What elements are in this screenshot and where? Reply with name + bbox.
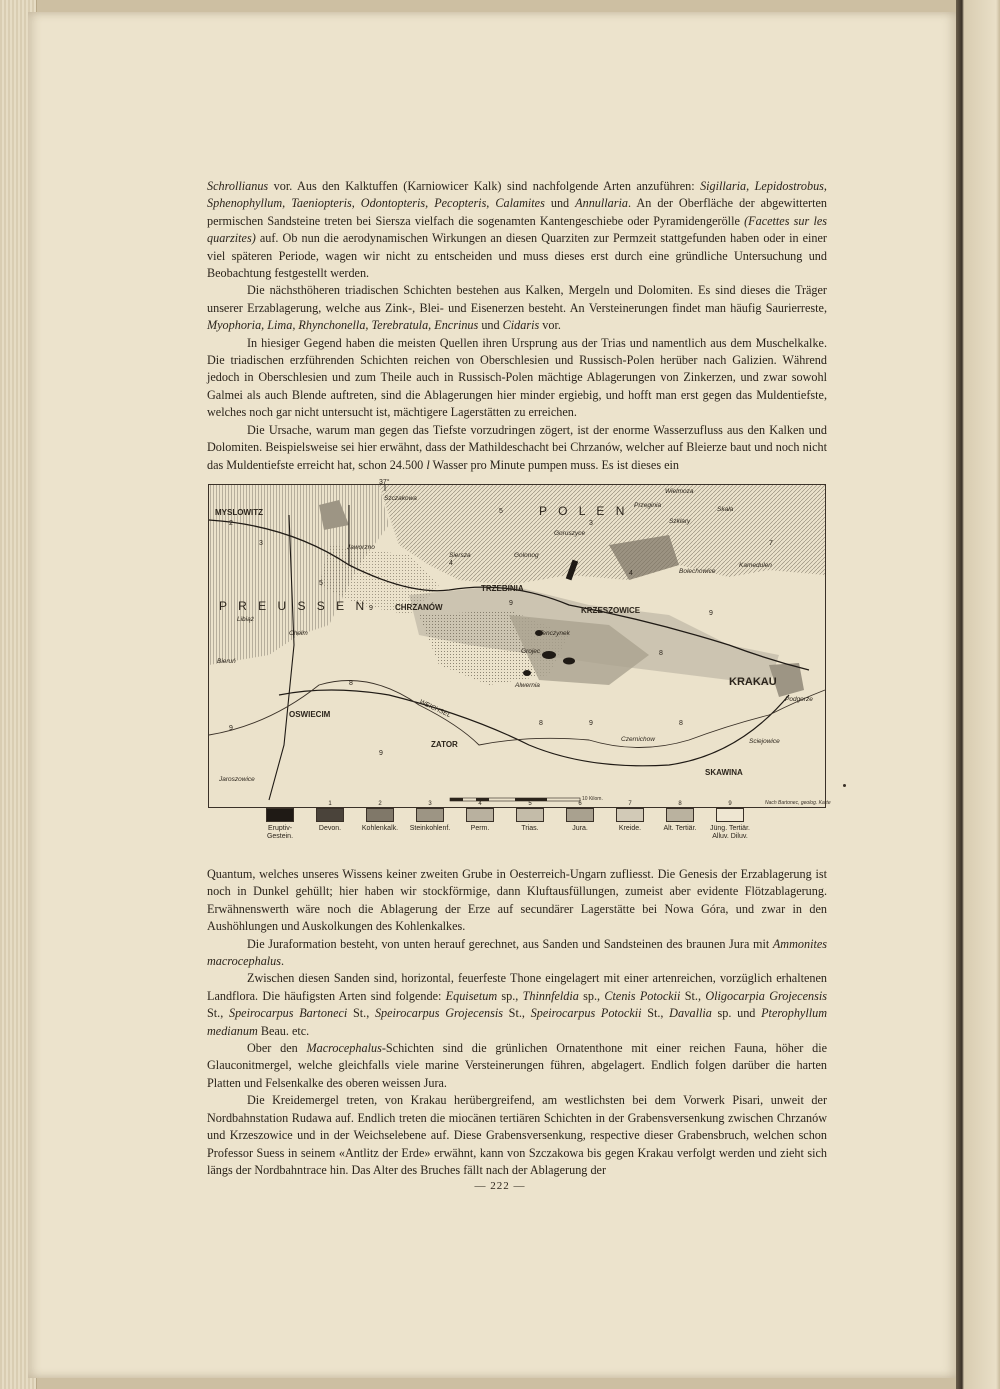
legend-item [305, 801, 355, 833]
paragraph: Quantum, welches unseres Wissens keiner zweiten Grube in Oesterreich-Ungarn zufliesst. Die Genesis der Erzablagerung ist noch in Dunkel gehüllt; hier haben wir stockförmige, dann Kluftausfüllungen, zumeist aber evidente Flötzablagerung. Erwähnenswerth wäre noch die Ablagerung der Erze auf secundärer Lagerstätte bei Nowa Góra, und zwar in den Aushöhlungen und Auskolkungen des Kohlenkalkes. [207, 867, 827, 934]
geological-map [208, 479, 826, 808]
map-village: Goruszyce [554, 530, 586, 537]
map-village: Golonog [514, 552, 539, 559]
legend-swatch [416, 808, 444, 822]
legend-item [405, 801, 455, 833]
map-village: Libiąż [237, 616, 254, 623]
svg-text:9: 9 [369, 605, 373, 612]
legend-number: 8 [678, 801, 682, 807]
paragraph: Zwischen diesen Sanden sind, horizontal, feuerfeste Thone eingelagert mit einer artenreichen, vorzüglich erhaltenen Landflora. Die häufigsten Arten sind folgende: Equisetum sp., Thinnfeldia sp., Ctenis Potockii St., Oligocarpia Grojecensis St., Speirocarpus Bartoneci St., Speirocarpus Grojecensis St., Speirocarpus Potockii St., Davallia sp. und Pterophyllum medianum Beau. etc. [207, 971, 827, 1038]
legend-item [455, 801, 505, 833]
svg-text:7: 7 [769, 540, 773, 547]
legend-label: Kreide. [618, 825, 642, 832]
legend-label: Steinkohlenf. [409, 825, 451, 832]
svg-text:2: 2 [229, 520, 233, 527]
legend-item [705, 801, 755, 841]
svg-text:9: 9 [589, 720, 593, 727]
legend-label: Devon. [318, 825, 342, 832]
legend-item [355, 801, 405, 833]
legend-number: 6 [578, 801, 582, 807]
legend-number: 9 [728, 801, 732, 807]
legend-swatch [566, 808, 594, 822]
map-village: Kamedulen [739, 562, 772, 569]
legend-number: 2 [378, 801, 382, 807]
legend-label: Alt. Tertiär. [663, 825, 697, 832]
paragraph: Die Ursache, warum man gegen das Tiefste vorzudringen zögert, ist der enorme Wasserzufluss aus den Kalken und Dolomiten. Beispielsweise sei hier erwähnt, dass der Mathildeschacht bei Chrzanów, welcher auf Bleierze baut und noch nicht das Muldentiefste erreicht hat, schon 24.500 l Wasser pro Minute pumpen muss. Es ist dieses ein [207, 422, 827, 472]
svg-text:9: 9 [509, 600, 513, 607]
legend-swatch [366, 808, 394, 822]
map-scale-label: 10 Kilom. [582, 796, 603, 802]
map-village: Podgorze [785, 696, 813, 703]
svg-text:8: 8 [539, 720, 543, 727]
text-block-top [207, 178, 827, 474]
legend-number: 4 [478, 801, 482, 807]
legend-number: 1 [328, 801, 332, 807]
paragraph: Ober den Macrocephalus-Schichten sind die grünlichen Ornatenthone mit einer reichen Fauna, höher die Glauconitmergel, welche gleichfalls viele marine Versteinerungen führen, abgelagert. Endlich folgen darüber die harten Platten und Felsenkalke des oberen weissen Jura. [207, 1041, 827, 1090]
legend-swatch [616, 808, 644, 822]
legend-label: Kohlenkalk. [361, 825, 399, 832]
legend-number: 5 [528, 801, 532, 807]
map-village: Szczakowa [384, 495, 417, 502]
legend-number: 3 [428, 801, 432, 807]
map-city-chrzanow: CHRZANÓW [395, 603, 443, 612]
map-river-weichsel: WEICHSEL [418, 698, 452, 720]
legend-swatch [716, 808, 744, 822]
map-village: Jaroszowice [219, 776, 255, 783]
paragraph: In hiesiger Gegend haben die meisten Quellen ihren Ursprung aus der Trias und namentlich aus dem Muschelkalke. Die triadischen erzführenden Schichten reichen von Oberschlesien und Russisch-Polen herüber nach Galizien. Während jedoch in Oberschlesien und zum Theile auch in Russisch-Polen mächtige Ablagerungen von Zinkerzen, und zwar sowohl Galmei als auch Blende auftreten, sind die Ablagerungen hier minder ergiebig, und hofft man erst gegen das Muldentiefste, welches noch gar nicht untersucht ist, mächtigere Lagerstätten zu erreichen. [207, 335, 827, 420]
map-village: Jaworzno [347, 544, 375, 551]
legend-label: Perm. [470, 825, 490, 832]
map-legend [255, 798, 815, 848]
legend-label: Trias. [521, 825, 539, 832]
svg-text:8: 8 [349, 680, 353, 687]
svg-text:9: 9 [709, 610, 713, 617]
map-village: Bieruń [217, 658, 236, 665]
map-city-skawina: SKAWINA [705, 768, 743, 777]
map-village: Szklary [669, 518, 691, 525]
text-block-bottom [207, 866, 827, 1179]
svg-text:9: 9 [229, 725, 233, 732]
legend-swatch [266, 808, 294, 822]
map-village: Chełm [289, 630, 308, 637]
map-village: Tenczynek [539, 630, 570, 637]
map-label-polen: P O L E N [539, 504, 629, 518]
svg-text:8: 8 [679, 720, 683, 727]
map-village: Alwernia [515, 682, 540, 689]
paragraph: Die Juraformation besteht, von unten herauf gerechnet, aus Sanden und Sandsteinen des braunen Jura mit Ammonites macrocephalus. [207, 936, 827, 969]
svg-text:5: 5 [319, 580, 323, 587]
map-village: Grojec [521, 648, 541, 655]
map-credit: Nach Bartonec, geolog. Karte [765, 800, 831, 806]
map-village: Sciejowice [749, 738, 780, 745]
map-city-myslowitz: MYSLOWITZ [215, 508, 263, 517]
svg-text:9: 9 [379, 750, 383, 757]
legend-label: Eruptiv-Gestein. [266, 825, 294, 840]
legend-label: Jura. [572, 825, 588, 832]
map-village: Przeginia [634, 502, 662, 509]
map-village: Wielmoza [665, 488, 694, 495]
page-mark [843, 784, 846, 787]
map-city-zator: ZATOR [431, 740, 458, 749]
paragraph: Die nächsthöheren triadischen Schichten bestehen aus Kalken, Mergeln und Dolomiten. Es sind dieses die Träger unserer Erzablagerung, welche aus Zink-, Blei- und Eisenerzen besteht. An Versteinerungen findet man häufig Saurierreste, Myophoria, Lima, Rhynchonella, Terebratula, Encrinus und Cidaris vor. [207, 283, 827, 333]
map-village: Czernichow [621, 736, 655, 743]
page-number: — 222 — [474, 1180, 526, 1192]
map-city-krakau: KRAKAU [729, 676, 777, 688]
legend-label: Jüng. Tertiär. Alluv. Diluv. [710, 825, 750, 840]
legend-swatch [516, 808, 544, 822]
svg-text:3: 3 [589, 520, 593, 527]
legend-number: 7 [628, 801, 632, 807]
legend-item [505, 801, 555, 833]
paragraph: Schrollianus vor. Aus den Kalktuffen (Karniowicer Kalk) sind nachfolgende Arten anzuführen: Sigillaria, Lepidostrobus, Sphenophyllum, Taeniopteris, Odontopteris, Pecopteris, Calamites und Annullaria. An der Oberfläche der abgewitterten permischen Sandsteine treten bei Siersza vielfach die sogenamten Kantengeschiebe oder Pyramidengerölle (Facettes sur les quarzites) auf. Ob nun die aerodynamischen Wirkungen an diesen Quarziten zur Permzeit stattgefunden haben oder in einer viel späteren Periode, wagen wir nicht zu entscheiden und muss dieses erst durch eine gründliche Untersuchung und Beobachtung festgestellt werden. [207, 179, 827, 281]
map-city-krzeszowice: KRZESZOWICE [581, 606, 641, 615]
map-village: Siersza [449, 552, 471, 559]
map-drawing [209, 479, 825, 807]
paragraph: Die Kreidemergel treten, von Krakau herübergreifend, am westlichsten bei dem Vorwerk Pisari, unweit der Nordbahnstation Rudawa auf. Endlich treten die miocänen tertiären Schichten in der Grabensversenkung zwischen Chrzanów und Krzeszowice und in der Weichselebene auf. Diese Grabensversenkung, respective dieser Grabensbruch, welchen schon Professor Suess in seinem «Antlitz der Erde» erwähnt, kann von Szczakowa bis gegen Krakau verfolgt werden und zieht sich längs der Nordbahntrace hin. Das Alter des Bruches fällt nach der Ablagerung der [207, 1093, 827, 1177]
map-village: Bolechowice [679, 568, 716, 575]
legend-swatch [466, 808, 494, 822]
legend-swatch [666, 808, 694, 822]
svg-text:5: 5 [499, 508, 503, 515]
legend-item [255, 808, 305, 841]
svg-text:4: 4 [629, 570, 633, 577]
legend-item [605, 801, 655, 833]
legend-item [555, 801, 605, 833]
map-village: Skała [717, 506, 734, 513]
map-city-oswiecim: OSWIECIM [289, 710, 331, 719]
svg-text:8: 8 [659, 650, 663, 657]
svg-text:4: 4 [449, 560, 453, 567]
svg-text:3: 3 [259, 540, 263, 547]
map-city-trzebinia: TRZEBINIA [481, 584, 524, 593]
legend-swatch [316, 808, 344, 822]
map-meridian: 37° [379, 479, 390, 486]
legend-item [655, 801, 705, 833]
map-label-preussen: P R E U S S E N [219, 599, 369, 613]
